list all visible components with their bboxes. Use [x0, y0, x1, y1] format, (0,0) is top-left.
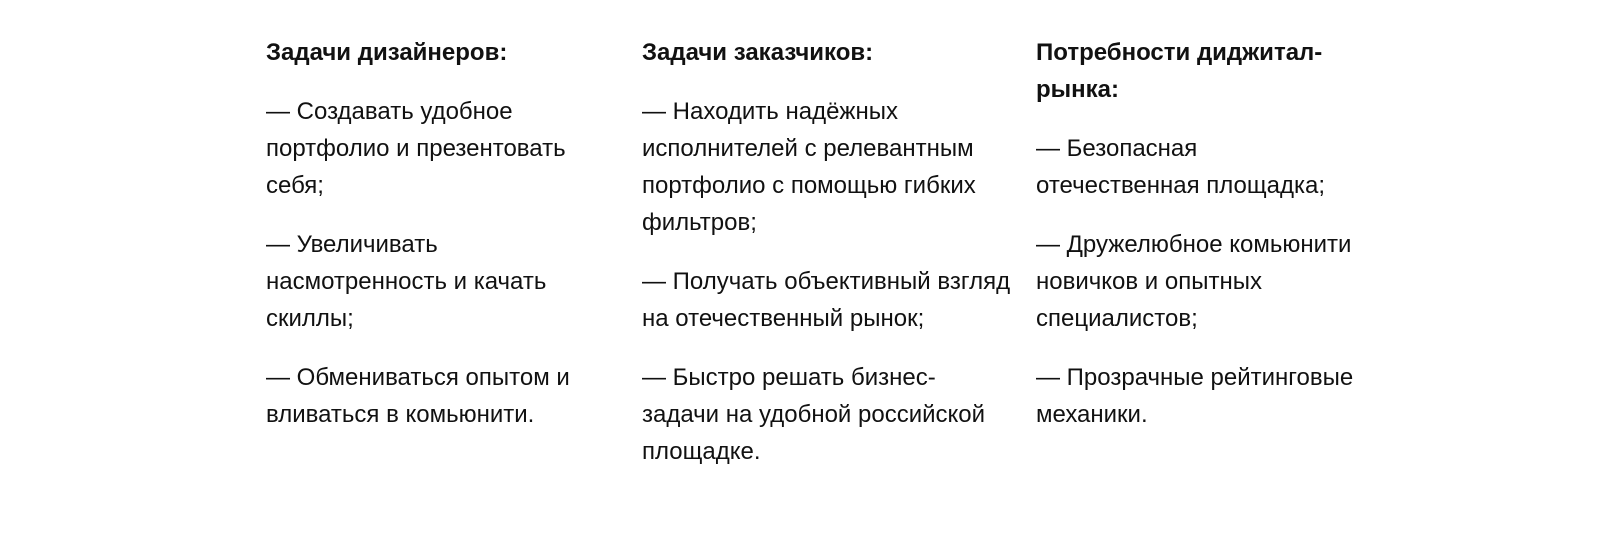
list-item: — Создавать удобное портфолио и презентовать себя; — [266, 98, 566, 199]
clients-tasks-column — [642, 34, 1012, 492]
list-item: — Находить надёжных исполнителей с релевантным портфолио с помощью гибких фильтров; — [642, 98, 976, 236]
digital-market-needs-column — [1036, 34, 1366, 455]
three-column-section — [0, 34, 1600, 546]
list-item: — Дружелюбное комьюнити новичков и опытных специалистов; — [1036, 231, 1352, 332]
designers-tasks-column — [266, 34, 621, 455]
column-title: Потребности диджитал-рынка: — [1036, 39, 1323, 103]
column-title: Задачи дизайнеров: — [266, 39, 508, 66]
list-item: — Увеличивать насмотренность и качать скиллы; — [266, 231, 547, 332]
list-item: — Быстро решать бизнес-задачи на удобной российской площадке. — [642, 364, 986, 465]
list-item: — Прозрачные рейтинговые механики. — [1036, 364, 1354, 428]
list-item: — Получать объективный взгляд на отечественный рынок; — [642, 268, 1011, 332]
column-title: Задачи заказчиков: — [642, 39, 874, 66]
list-item: — Безопасная отечественная площадка; — [1036, 135, 1326, 199]
list-item: — Обмениваться опытом и вливаться в комьюнити. — [266, 364, 570, 428]
